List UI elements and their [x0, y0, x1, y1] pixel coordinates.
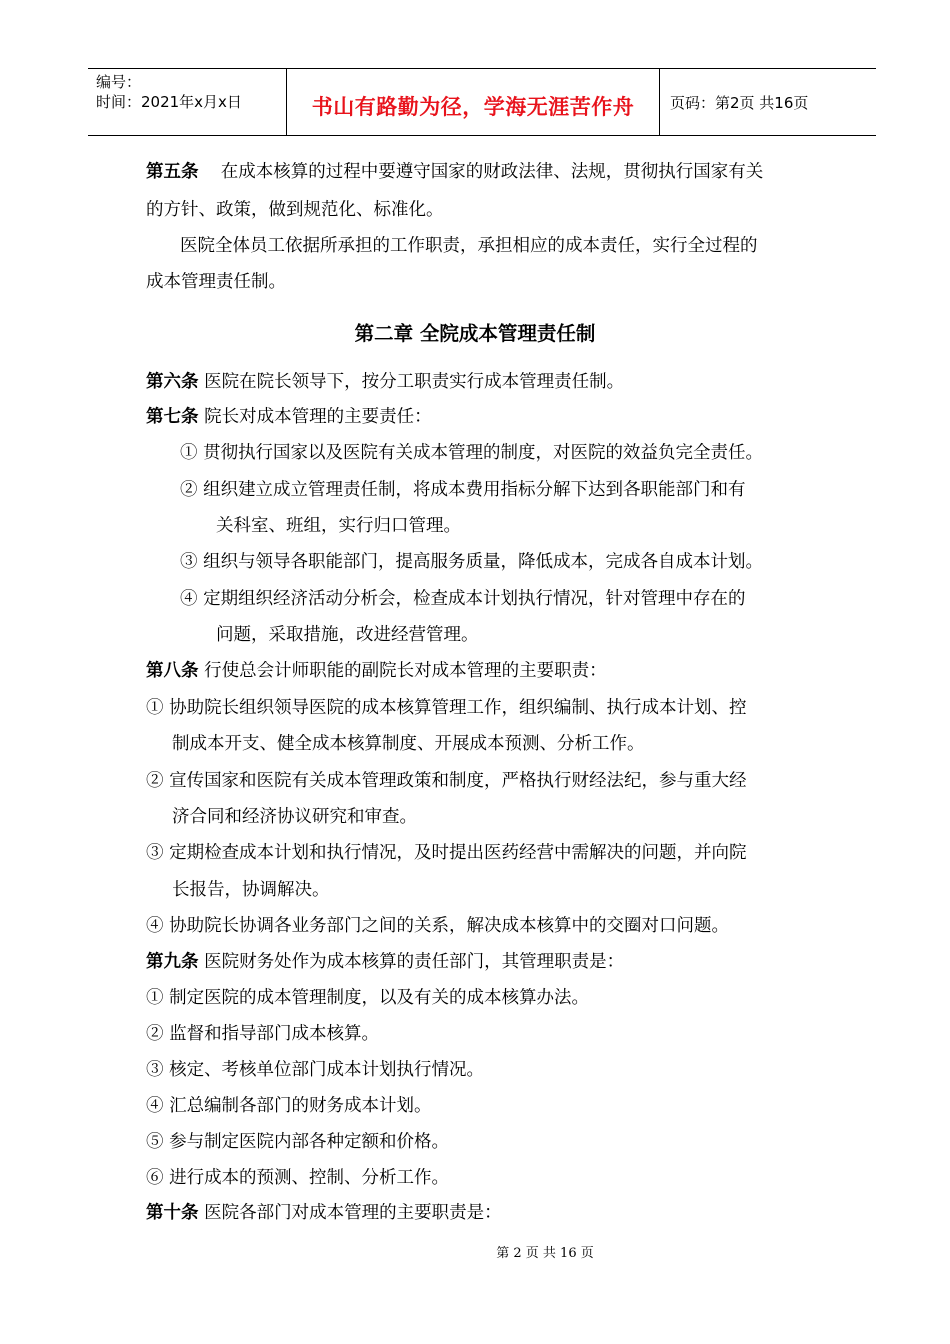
article-6-title: 第六条 — [146, 372, 199, 392]
chapter-heading: 第二章 全院成本管理责任制 — [354, 322, 596, 345]
article-9-item-5: ⑤ 参与制定医院内部各种定额和价格。 — [146, 1132, 450, 1152]
article-5-text-2: 的方针、政策，做到规范化、标准化。 — [146, 200, 444, 220]
article-7-item-2a: ② 组织建立成立管理责任制，将成本费用指标分解下达到各职能部门和有 — [180, 480, 746, 500]
article-9-item-2: ② 监督和指导部门成本核算。 — [146, 1024, 380, 1044]
article-7-title: 第七条 — [146, 407, 199, 427]
article-8-item-4: ④ 协助院长协调各业务部门之间的关系，解决成本核算中的交圈对口问题。 — [146, 916, 730, 936]
article-8-item-3b: 长报告，协调解决。 — [172, 880, 330, 900]
document-time-label: 时间：2021年x月x日 — [96, 93, 242, 111]
article-8-item-1b: 制成本开支、健全成本核算制度、开展成本预测、分析工作。 — [172, 734, 645, 754]
header-page-cell — [660, 69, 876, 135]
article-8-text: 行使总会计师职能的副院长对成本管理的主要职责： — [204, 661, 607, 681]
article-8-title: 第八条 — [146, 661, 199, 681]
article-8-item-3a: ③ 定期检查成本计划和执行情况，及时提出医药经营中需解决的问题，并向院 — [146, 843, 747, 863]
article-9-item-4: ④ 汇总编制各部门的财务成本计划。 — [146, 1096, 432, 1116]
article-10-text: 医院各部门对成本管理的主要职责是： — [204, 1203, 502, 1223]
article-7-text: 院长对成本管理的主要责任： — [204, 407, 432, 427]
article-7-item-2b: 关科室、班组，实行归口管理。 — [216, 516, 461, 536]
article-9-item-6: ⑥ 进行成本的预测、控制、分析工作。 — [146, 1168, 450, 1188]
article-9-line — [146, 950, 624, 974]
header-meta-cell — [88, 69, 287, 135]
article-5-line — [146, 160, 763, 184]
article-7-item-1: ① 贯彻执行国家以及医院有关成本管理的制度，对医院的效益负完全责任。 — [180, 443, 764, 463]
article-5-text-1: 在成本核算的过程中要遵守国家的财政法律、法规，贯彻执行国家有关 — [220, 162, 764, 182]
article-9-item-3: ③ 核定、考核单位部门成本计划执行情况。 — [146, 1060, 485, 1080]
article-8-item-2a: ② 宣传国家和医院有关成本管理政策和制度，严格执行财经法纪，参与重大经 — [146, 771, 747, 791]
header-motto: 书山有路勤为径，学海无涯苦作舟 — [311, 95, 635, 119]
article-7-item-4b: 问题，采取措施，改进经营管理。 — [216, 625, 479, 645]
article-8-item-1a: ① 协助院长组织领导医院的成本核算管理工作，组织编制、执行成本计划、控 — [146, 698, 747, 718]
article-9-text: 医院财务处作为成本核算的责任部门，其管理职责是： — [204, 952, 625, 972]
footer-page-number: 第 2 页 共 16 页 — [496, 1246, 594, 1261]
article-8-line — [146, 659, 607, 683]
article-8-item-2b: 济合同和经济协议研究和审查。 — [172, 807, 417, 827]
page-header — [88, 68, 876, 136]
article-7-item-4a: ④ 定期组织经济活动分析会，检查成本计划执行情况，针对管理中存在的 — [180, 589, 746, 609]
article-7-line — [146, 405, 432, 429]
article-7-item-3: ③ 组织与领导各职能部门，提高服务质量，降低成本，完成各自成本计划。 — [180, 552, 764, 572]
article-6-text: 医院在院长领导下，按分工职责实行成本管理责任制。 — [204, 372, 625, 392]
document-number-label: 编号： — [96, 73, 142, 91]
paragraph-2-line-1: 医院全体员工依据所承担的工作职责，承担相应的成本责任，实行全过程的 — [180, 236, 758, 256]
article-9-item-1: ① 制定医院的成本管理制度，以及有关的成本核算办法。 — [146, 988, 590, 1008]
article-10-line — [146, 1201, 502, 1225]
page-footer — [0, 1242, 950, 1261]
article-6-line — [146, 370, 624, 394]
article-5-title: 第五条 — [146, 162, 199, 182]
header-motto-cell — [287, 69, 660, 135]
article-9-title: 第九条 — [146, 952, 199, 972]
article-10-title: 第十条 — [146, 1203, 199, 1223]
header-page-label: 页码：第2页 共16页 — [670, 93, 809, 112]
paragraph-2-line-2: 成本管理责任制。 — [146, 272, 286, 292]
